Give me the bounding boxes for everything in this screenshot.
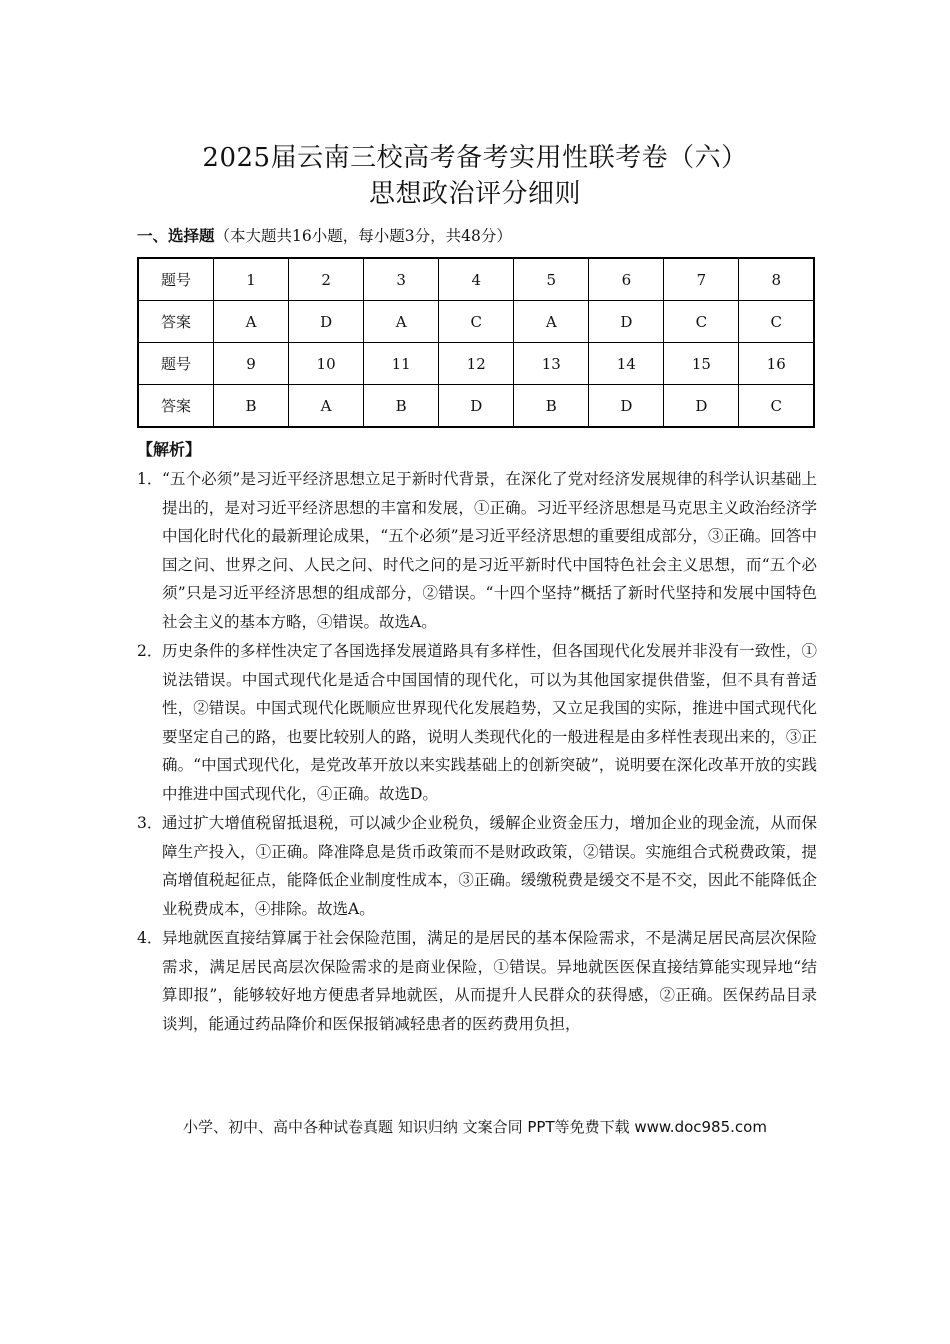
section-title: 一、选择题 xyxy=(137,227,215,245)
table-cell: 9 xyxy=(214,343,289,385)
table-row xyxy=(138,301,814,343)
table-cell: 14 xyxy=(589,343,664,385)
item-text: “五个必须”是习近平经济思想立足于新时代背景，在深化了党对经济发展规律的科学认识基础上提出的，是对习近平经济思想的丰富和发展，①正确。习近平经济思想是马克思主义政治经济学中国化时代化的最新理论成果，“五个必须”是习近平经济思想的重要组成部分，③正确。回答中国之问、世界之问、人民之问、时代之问的是习近平新时代中国特色社会主义思想，而“五个必须”只是习近平经济思想的组成部分，②错误。“十四个坚持”概括了新时代坚持和发展中国特色社会主义的基本方略，④错误。故选A。 xyxy=(162,470,817,631)
table-cell: D xyxy=(289,301,364,343)
row-label: 题号 xyxy=(138,343,214,385)
section-note: （本大题共16小题，每小题3分，共48分） xyxy=(214,227,512,245)
table-cell: D xyxy=(589,301,664,343)
item-number: 1． xyxy=(137,470,163,488)
table-cell: C xyxy=(739,385,814,428)
row-label: 答案 xyxy=(138,385,214,428)
table-cell: D xyxy=(439,385,514,428)
table-cell: 16 xyxy=(739,343,814,385)
table-row xyxy=(138,385,814,428)
table-cell: 2 xyxy=(289,258,364,301)
table-cell: 5 xyxy=(514,258,589,301)
table-cell: 8 xyxy=(739,258,814,301)
table-cell: 13 xyxy=(514,343,589,385)
table-cell: B xyxy=(514,385,589,428)
explanation-item xyxy=(137,637,817,808)
table-cell: 7 xyxy=(664,258,739,301)
item-number: 4． xyxy=(137,929,163,947)
item-text: 历史条件的多样性决定了各国选择发展道路具有多样性，但各国现代化发展并非没有一致性，①说法错误。中国式现代化是适合中国国情的现代化，可以为其他国家提供借鉴，但不具有普适性，②错误。中国式现代化既顺应世界现代化发展趋势，又立足我国的实际，推进中国式现代化要坚定自己的路，也要比较别人的路，说明人类现代化的一般进程是由多样性表现出来的，③正确。“中国式现代化，是党改革开放以来实践基础上的创新突破”，说明要在深化改革开放的实践中推进中国式现代化，④正确。故选D。 xyxy=(162,642,817,803)
explanation-item xyxy=(137,809,817,923)
answer-table xyxy=(137,257,815,428)
table-row xyxy=(138,258,814,301)
table-cell: C xyxy=(664,301,739,343)
table-row xyxy=(138,343,814,385)
table-cell: 11 xyxy=(364,343,439,385)
document-title: 2025届云南三校高考备考实用性联考卷（六） xyxy=(202,143,748,173)
item-number: 2． xyxy=(137,642,163,660)
table-cell: B xyxy=(364,385,439,428)
row-label: 题号 xyxy=(138,258,214,301)
row-label: 答案 xyxy=(138,301,214,343)
table-cell: 12 xyxy=(439,343,514,385)
table-cell: C xyxy=(739,301,814,343)
table-cell: D xyxy=(664,385,739,428)
explanation-list xyxy=(137,465,817,1039)
item-text: 通过扩大增值税留抵退税，可以减少企业税负，缓解企业资金压力，增加企业的现金流，从而保障生产投入，①正确。降准降息是货币政策而不是财政政策，②错误。实施组合式税费政策，提高增值税起征点，能降低企业制度性成本，③正确。缓缴税费是缓交不是不交，因此不能降低企业税费成本，④排除。故选A。 xyxy=(162,814,817,918)
table-cell: 3 xyxy=(364,258,439,301)
table-cell: A xyxy=(364,301,439,343)
explanation-item xyxy=(137,465,817,636)
table-cell: D xyxy=(589,385,664,428)
table-cell: 4 xyxy=(439,258,514,301)
analysis-heading: 【解析】 xyxy=(137,440,202,459)
table-cell: A xyxy=(289,385,364,428)
table-cell: C xyxy=(439,301,514,343)
table-cell: B xyxy=(214,385,289,428)
page-footer: 小学、初中、高中各种试卷真题 知识归纳 文案合同 PPT等免费下载 www.doc985.com xyxy=(183,1118,767,1136)
item-text: 异地就医直接结算属于社会保险范围，满足的是居民的基本保险需求，不是满足居民高层次保险需求，满足居民高层次保险需求的是商业保险，①错误。异地就医医保直接结算能实现异地“结算即报”，能够较好地方便患者异地就医，从而提升人民群众的获得感，②正确。医保药品目录谈判，能通过药品降价和医保报销减轻患者的医药费用负担， xyxy=(162,929,817,1033)
table-cell: 1 xyxy=(214,258,289,301)
explanation-item xyxy=(137,924,817,1038)
table-cell: A xyxy=(514,301,589,343)
table-cell: A xyxy=(214,301,289,343)
document-subtitle: 思想政治评分细则 xyxy=(368,179,581,209)
table-cell: 10 xyxy=(289,343,364,385)
item-number: 3． xyxy=(137,814,163,832)
table-cell: 6 xyxy=(589,258,664,301)
table-cell: 15 xyxy=(664,343,739,385)
section-heading xyxy=(137,224,512,248)
